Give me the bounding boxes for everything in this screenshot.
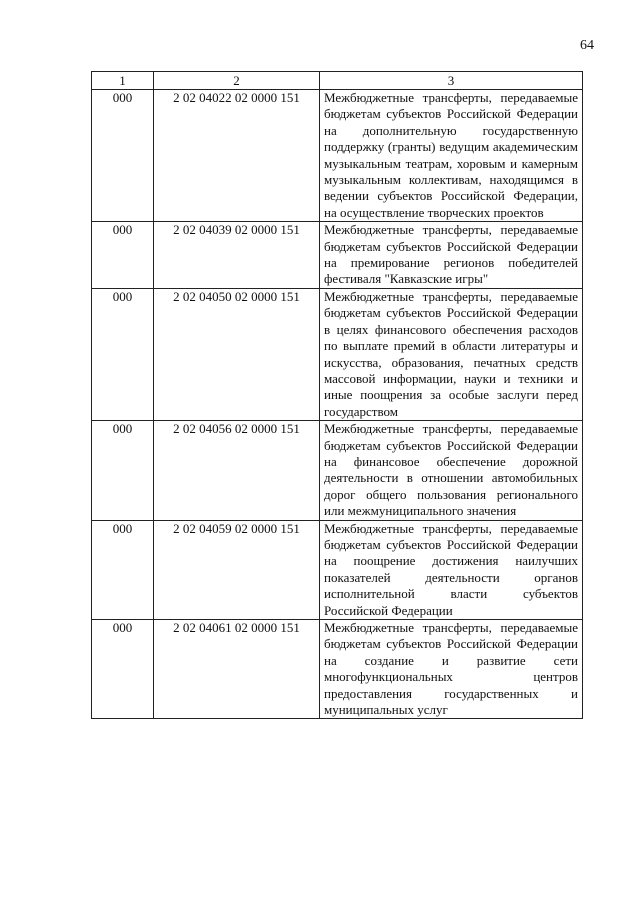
table-row xyxy=(92,520,583,619)
column-header-3: 3 xyxy=(320,72,583,90)
description-cell: Межбюджетные трансферты, передаваемые бюджетам субъектов Российской Федерации на финансовое обеспечение дорожной деятельности в отношении автомобильных дорог общего пользования регионального или межмуниципального значения xyxy=(320,421,583,520)
budget-classification-table xyxy=(91,71,583,719)
column-header-1: 1 xyxy=(92,72,154,90)
admin-code-cell: 000 xyxy=(92,90,154,222)
budget-code-cell: 2 02 04061 02 0000 151 xyxy=(154,620,320,719)
budget-code-cell: 2 02 04059 02 0000 151 xyxy=(154,520,320,619)
table-row xyxy=(92,288,583,420)
table-row xyxy=(92,222,583,289)
admin-code-cell: 000 xyxy=(92,222,154,289)
page-number: 64 xyxy=(580,38,594,53)
table-row xyxy=(92,421,583,520)
description-cell: Межбюджетные трансферты, передаваемые бюджетам субъектов Российской Федерации в целях финансового обеспечения расходов по выплате премий в области литературы и искусства, образования, печатных средств массовой информации, науки и техники и иные поощрения за особые заслуги перед государством xyxy=(320,288,583,420)
budget-code-cell: 2 02 04050 02 0000 151 xyxy=(154,288,320,420)
admin-code-cell: 000 xyxy=(92,520,154,619)
admin-code-cell: 000 xyxy=(92,620,154,719)
budget-code-cell: 2 02 04022 02 0000 151 xyxy=(154,90,320,222)
description-cell: Межбюджетные трансферты, передаваемые бюджетам субъектов Российской Федерации на дополнительную государственную поддержку (гранты) ведущим академическим музыкальным театрам, хоровым и камерным музыкальным коллективам, находящимся в ведении субъектов Российской Федерации, на осуществление творческих проектов xyxy=(320,90,583,222)
table-row xyxy=(92,90,583,222)
column-header-2: 2 xyxy=(154,72,320,90)
table-row xyxy=(92,620,583,719)
budget-code-cell: 2 02 04039 02 0000 151 xyxy=(154,222,320,289)
description-cell: Межбюджетные трансферты, передаваемые бюджетам субъектов Российской Федерации на премирование регионов победителей фестиваля "Кавказские игры" xyxy=(320,222,583,289)
description-cell: Межбюджетные трансферты, передаваемые бюджетам субъектов Российской Федерации на создание и развитие сети многофункциональных центров предоставления государственных и муниципальных услуг xyxy=(320,620,583,719)
table-header-row xyxy=(92,72,583,90)
admin-code-cell: 000 xyxy=(92,288,154,420)
admin-code-cell: 000 xyxy=(92,421,154,520)
description-cell: Межбюджетные трансферты, передаваемые бюджетам субъектов Российской Федерации на поощрение достижения наилучших показателей деятельности органов исполнительной власти субъектов Российской Федерации xyxy=(320,520,583,619)
budget-code-cell: 2 02 04056 02 0000 151 xyxy=(154,421,320,520)
